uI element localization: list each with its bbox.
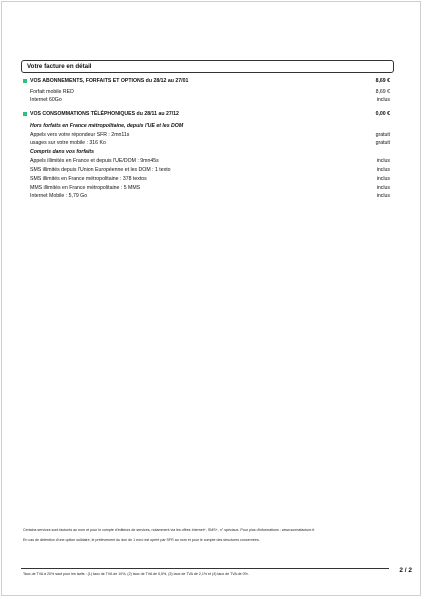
line-item: [30, 96, 390, 104]
footer-tax-note: Taux de TVA à 20% sauf pour les tarifs : (1) taux de TVA de 10%, (2) taux de TVA de 5,5%, (3) taux de TVA de 2,1% et (4) taux de TVA de 0%.: [23, 572, 249, 576]
line-item-label: Appels vers votre répondeur SFR : 2mn11s: [30, 132, 130, 138]
line-item-label: Forfait mobile RED: [30, 89, 74, 95]
footer-divider: [21, 568, 389, 569]
calls-amount: 0,00 €: [375, 111, 390, 117]
line-item-value: inclus: [376, 193, 390, 199]
line-item: [30, 139, 390, 147]
group-title-out-of-plan: Hors forfaits en France métropolitaine, depuis l'UE et les DOM: [30, 123, 184, 129]
footer-note-solidarity: En cas de détention d'une option solidaire, le prélèvement du don de 1 euro est opéré par SFR au nom et pour le compte des structures concernées.: [23, 538, 260, 542]
section-header: [21, 60, 394, 73]
line-item: [30, 184, 390, 192]
subscriptions-heading: VOS ABONNEMENTS, FORFAITS ET OPTIONS du 28/12 au 27/01: [30, 78, 189, 84]
line-item-value: gratuit: [375, 140, 390, 146]
line-item: [30, 157, 390, 165]
line-item-value: inclus: [376, 158, 390, 164]
line-item-value: 8,69 €: [375, 89, 390, 95]
line-item-value: inclus: [376, 97, 390, 103]
line-item: [30, 175, 390, 183]
subscriptions-amount: 8,69 €: [375, 78, 390, 84]
line-item: [30, 192, 390, 200]
bullet-square-icon: [23, 112, 27, 116]
line-item-label: Internet 60Go: [30, 97, 62, 103]
line-item-label: SMS illimités depuis l'Union Européenne et les DOM : 1 texto: [30, 167, 171, 173]
line-item: [30, 88, 390, 96]
section-title: Votre facture en détail: [27, 63, 92, 70]
line-item-label: Appels illimités en France et depuis l'UE/DOM : 9mn45s: [30, 158, 159, 164]
line-item-label: Internet Mobile : 5,79 Go: [30, 193, 88, 199]
line-item-label: usages sur votre mobile : 316 Ko: [30, 140, 106, 146]
bullet-square-icon: [23, 79, 27, 83]
footer-note-services: Certains services sont facturés au nom et pour le compte d'éditeurs de services, notamment via les offres Internet+, SMS+, n° spéciaux. Pour plus d'informations : www.surmafacture.fr: [23, 528, 315, 532]
group-title-included: Compris dans vos forfaits: [30, 149, 94, 155]
subscriptions-heading-row: [23, 77, 390, 86]
calls-heading: VOS CONSOMMATIONS TÉLÉPHONIQUES du 28/11 au 27/12: [30, 111, 179, 117]
line-item: [30, 131, 390, 139]
line-item-label: MMS illimités en France métropolitaine : 5 MMS: [30, 185, 141, 191]
calls-heading-row: [23, 110, 390, 119]
line-item: [30, 166, 390, 174]
page-number: 2 / 2: [399, 567, 412, 574]
line-item-label: SMS illimités en France métropolitaine : 378 textos: [30, 176, 147, 182]
line-item-value: gratuit: [375, 132, 390, 138]
line-item-value: inclus: [376, 167, 390, 173]
line-item-value: inclus: [376, 176, 390, 182]
line-item-value: inclus: [376, 185, 390, 191]
